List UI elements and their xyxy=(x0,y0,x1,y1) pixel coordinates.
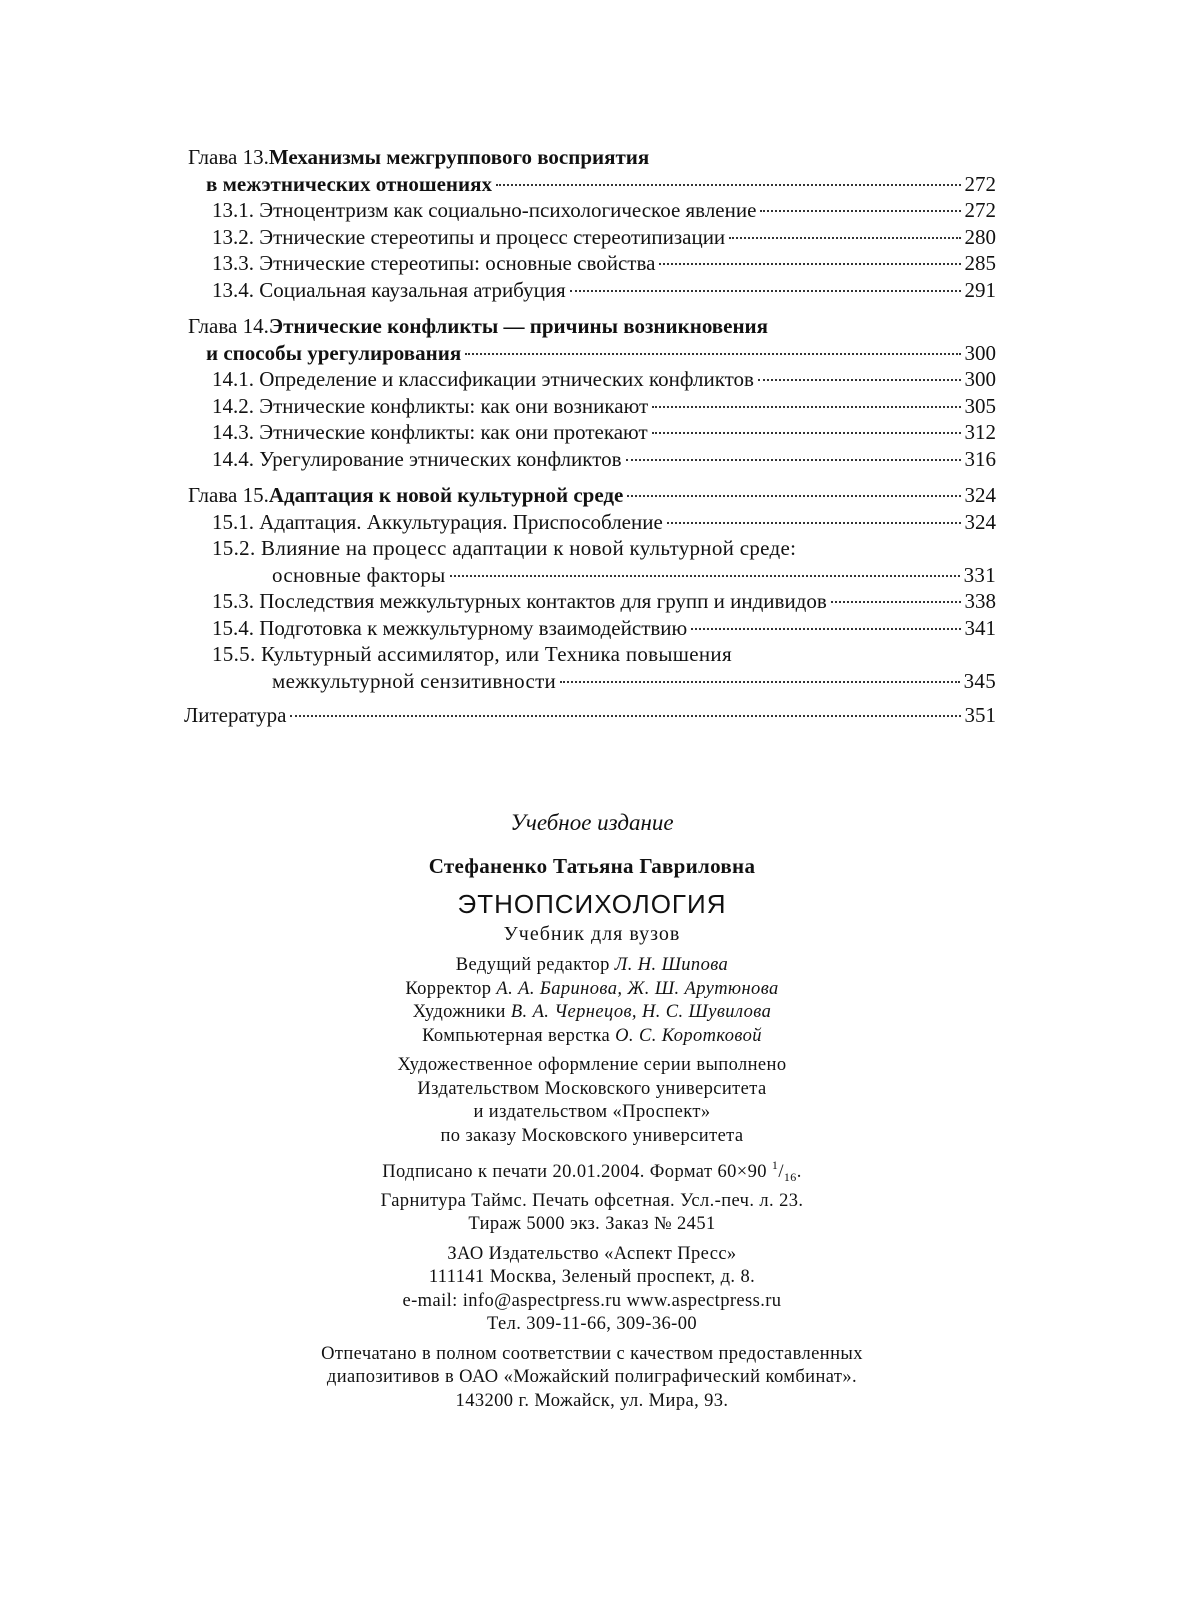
toc-entry-literature xyxy=(184,702,996,729)
design-note-line: Художественное оформление серии выполнено xyxy=(397,1055,787,1075)
chapter-15-page: 324 xyxy=(964,483,996,507)
section-page: 312 xyxy=(964,420,996,444)
section-page: 272 xyxy=(964,198,996,222)
publisher-line: ЗАО Издательство «Аспект Пресс» xyxy=(447,1243,737,1264)
section-title: 13.1. Этноцентризм как социально-психологическое явление xyxy=(212,198,757,222)
chapter-spacer xyxy=(188,472,996,482)
print-date-format-end: . xyxy=(796,1162,802,1182)
dot-leader xyxy=(290,715,960,717)
chapter-13-title-continuation xyxy=(188,171,996,198)
dot-leader xyxy=(652,432,961,434)
chapter-15-heading xyxy=(188,482,996,509)
section-title: 15.2. Влияние на процесс адаптации к новой культурной среде: xyxy=(212,536,797,560)
publisher-block xyxy=(188,1243,996,1337)
chapter-14-heading xyxy=(188,313,996,340)
print-info-block xyxy=(188,1154,996,1237)
section-page: 324 xyxy=(964,509,996,534)
section-page: 300 xyxy=(964,367,996,391)
chapter-14-title-line1: Этнические конфликты — причины возникновения xyxy=(268,314,769,338)
dot-leader xyxy=(729,237,960,239)
credit-names: Л. Н. Шипова xyxy=(614,955,729,975)
dot-leader xyxy=(626,459,961,461)
dot-leader xyxy=(659,263,960,265)
printer-line: диапозитивов в ОАО «Можайский полиграфический комбинат». xyxy=(326,1367,858,1387)
author-name: Стефаненко Татьяна Гавриловна xyxy=(428,854,756,878)
section-title-continuation: межкультурной сензитивности xyxy=(272,668,557,693)
dot-leader xyxy=(667,522,961,524)
toc-entry-13-2 xyxy=(188,224,996,251)
chapter-13-label: Глава 13. xyxy=(188,145,269,169)
credits-block xyxy=(188,954,996,1048)
printer-line: Отпечатано в полном соответствии с качеством предоставленных xyxy=(321,1343,863,1364)
chapter-13-title-line2: в межэтнических отношениях xyxy=(206,171,492,196)
chapter-13-heading xyxy=(188,144,996,171)
toc-entry-13-3 xyxy=(188,250,996,277)
dot-leader xyxy=(758,379,961,381)
toc-entry-14-2 xyxy=(188,393,996,420)
section-page: 345 xyxy=(963,668,996,693)
section-title: 13.3. Этнические стереотипы: основные свойства xyxy=(212,251,656,275)
section-title: 13.2. Этнические стереотипы и процесс стереотипизации xyxy=(212,224,726,249)
design-note-line: Издательством Московского университета xyxy=(417,1078,767,1099)
toc-entry-15-1 xyxy=(188,509,996,536)
chapter-15-title: Адаптация к новой культурной среде xyxy=(268,483,624,507)
chapter-14-title-line2: и способы урегулирования xyxy=(206,340,462,365)
book-subtitle: Учебник для вузов xyxy=(503,923,681,945)
book-title: ЭТНОПСИХОЛОГИЯ xyxy=(457,889,727,919)
dot-leader xyxy=(691,628,960,630)
format-fraction-denominator: 16 xyxy=(783,1170,797,1184)
literature-title: Литература xyxy=(184,703,287,727)
toc-entry-14-3 xyxy=(188,419,996,446)
section-title: 15.3. Последствия межкультурных контактов для групп и индивидов xyxy=(212,589,827,613)
credit-line xyxy=(188,1025,996,1049)
toc-entry-15-3 xyxy=(188,588,996,615)
credit-names: О. С. Коротковой xyxy=(615,1025,762,1046)
print-date-format: Подписано к печати 20.01.2004. Формат 60×90 xyxy=(382,1162,772,1182)
section-title-continuation: основные факторы xyxy=(272,562,446,587)
edition-type: Учебное издание xyxy=(510,810,674,835)
publisher-phone-line: Тел. 309-11-66, 309-36-00 xyxy=(487,1314,697,1334)
dot-leader xyxy=(560,681,960,683)
section-title: 15.4. Подготовка к межкультурному взаимодействию xyxy=(212,615,688,640)
toc-entry-14-4 xyxy=(188,446,996,473)
section-title: 13.4. Социальная каузальная атрибуция xyxy=(212,277,566,302)
credit-line xyxy=(188,954,996,978)
print-info-line: Подписано к печати 20.01.2004. Формат 60×90 $^1/_{16}$. xyxy=(382,1158,802,1184)
literature-page: 351 xyxy=(964,703,996,727)
chapter-14-label: Глава 14. xyxy=(188,314,269,338)
section-page: 331 xyxy=(963,562,996,587)
section-title: 15.5. Культурный ассимилятор, или Техника повышения xyxy=(212,642,732,666)
dot-leader xyxy=(465,353,960,355)
dot-leader xyxy=(627,495,960,497)
credit-line xyxy=(188,978,996,1002)
design-note-block xyxy=(188,1054,996,1148)
publisher-line: 111141 Москва, Зеленый проспект, д. 8. xyxy=(428,1267,756,1287)
toc-entry-15-5-line1 xyxy=(188,641,996,668)
toc-entry-15-4 xyxy=(188,615,996,642)
chapter-14-page: 300 xyxy=(964,340,996,365)
print-info-line: Гарнитура Таймс. Печать офсетная. Усл.-печ. л. 23. xyxy=(380,1190,804,1211)
credit-role: Компьютерная верстка xyxy=(422,1025,616,1046)
section-page: 316 xyxy=(964,446,996,471)
chapter-13-page: 272 xyxy=(964,171,996,196)
credit-role: Корректор xyxy=(405,978,497,999)
section-page: 291 xyxy=(964,277,996,302)
dot-leader xyxy=(570,290,961,292)
toc-entry-13-1 xyxy=(188,197,996,224)
section-title: 14.1. Определение и классификации этнических конфликтов xyxy=(212,367,754,391)
section-title: 14.2. Этнические конфликты: как они возникают xyxy=(212,393,649,418)
chapter-15-label: Глава 15. xyxy=(188,483,269,507)
dot-leader xyxy=(450,575,960,577)
toc-entry-15-2-line1 xyxy=(188,535,996,562)
colophon xyxy=(188,808,996,1419)
section-page: 341 xyxy=(964,615,996,640)
section-page: 285 xyxy=(964,251,996,275)
section-title: 15.1. Адаптация. Аккультурация. Приспособление xyxy=(212,509,663,534)
toc-entry-13-4 xyxy=(188,277,996,304)
toc-entry-15-5-line2 xyxy=(188,668,996,695)
design-note-line: и издательством «Проспект» xyxy=(473,1102,711,1122)
publisher-contact-line: e-mail: info@aspectpress.ru www.aspectpress.ru xyxy=(402,1290,782,1311)
section-page: 338 xyxy=(964,589,996,613)
toc-entry-15-2-line2 xyxy=(188,562,996,589)
credit-role: Ведущий редактор xyxy=(455,955,615,975)
chapter-13-title-line1: Механизмы межгруппового восприятия xyxy=(268,145,650,169)
design-note-line: по заказу Московского университета xyxy=(440,1125,744,1146)
credit-names: А. А. Баринова, Ж. Ш. Арутюнова xyxy=(496,978,779,999)
section-title: 14.3. Этнические конфликты: как они протекают xyxy=(212,420,648,444)
credit-names: В. А. Чернецов, Н. С. Шувилова xyxy=(510,1002,772,1022)
printer-block xyxy=(188,1343,996,1414)
section-page: 280 xyxy=(964,224,996,249)
section-title: 14.4. Урегулирование этнических конфликтов xyxy=(212,446,622,471)
toc-entry-14-1 xyxy=(188,366,996,393)
print-info-line: Тираж 5000 экз. Заказ № 2451 xyxy=(468,1214,716,1234)
dot-leader xyxy=(831,601,961,603)
credit-role: Художники xyxy=(412,1002,511,1022)
printer-line: 143200 г. Можайск, ул. Мира, 93. xyxy=(455,1390,729,1411)
format-fraction-numerator: 1 xyxy=(771,1158,779,1172)
chapter-14-title-continuation xyxy=(188,340,996,367)
credit-line xyxy=(188,1001,996,1025)
dot-leader xyxy=(760,210,960,212)
section-page: 305 xyxy=(964,393,996,418)
table-of-contents xyxy=(184,144,996,729)
dot-leader xyxy=(496,184,961,186)
chapter-spacer xyxy=(188,303,996,313)
dot-leader xyxy=(652,406,960,408)
